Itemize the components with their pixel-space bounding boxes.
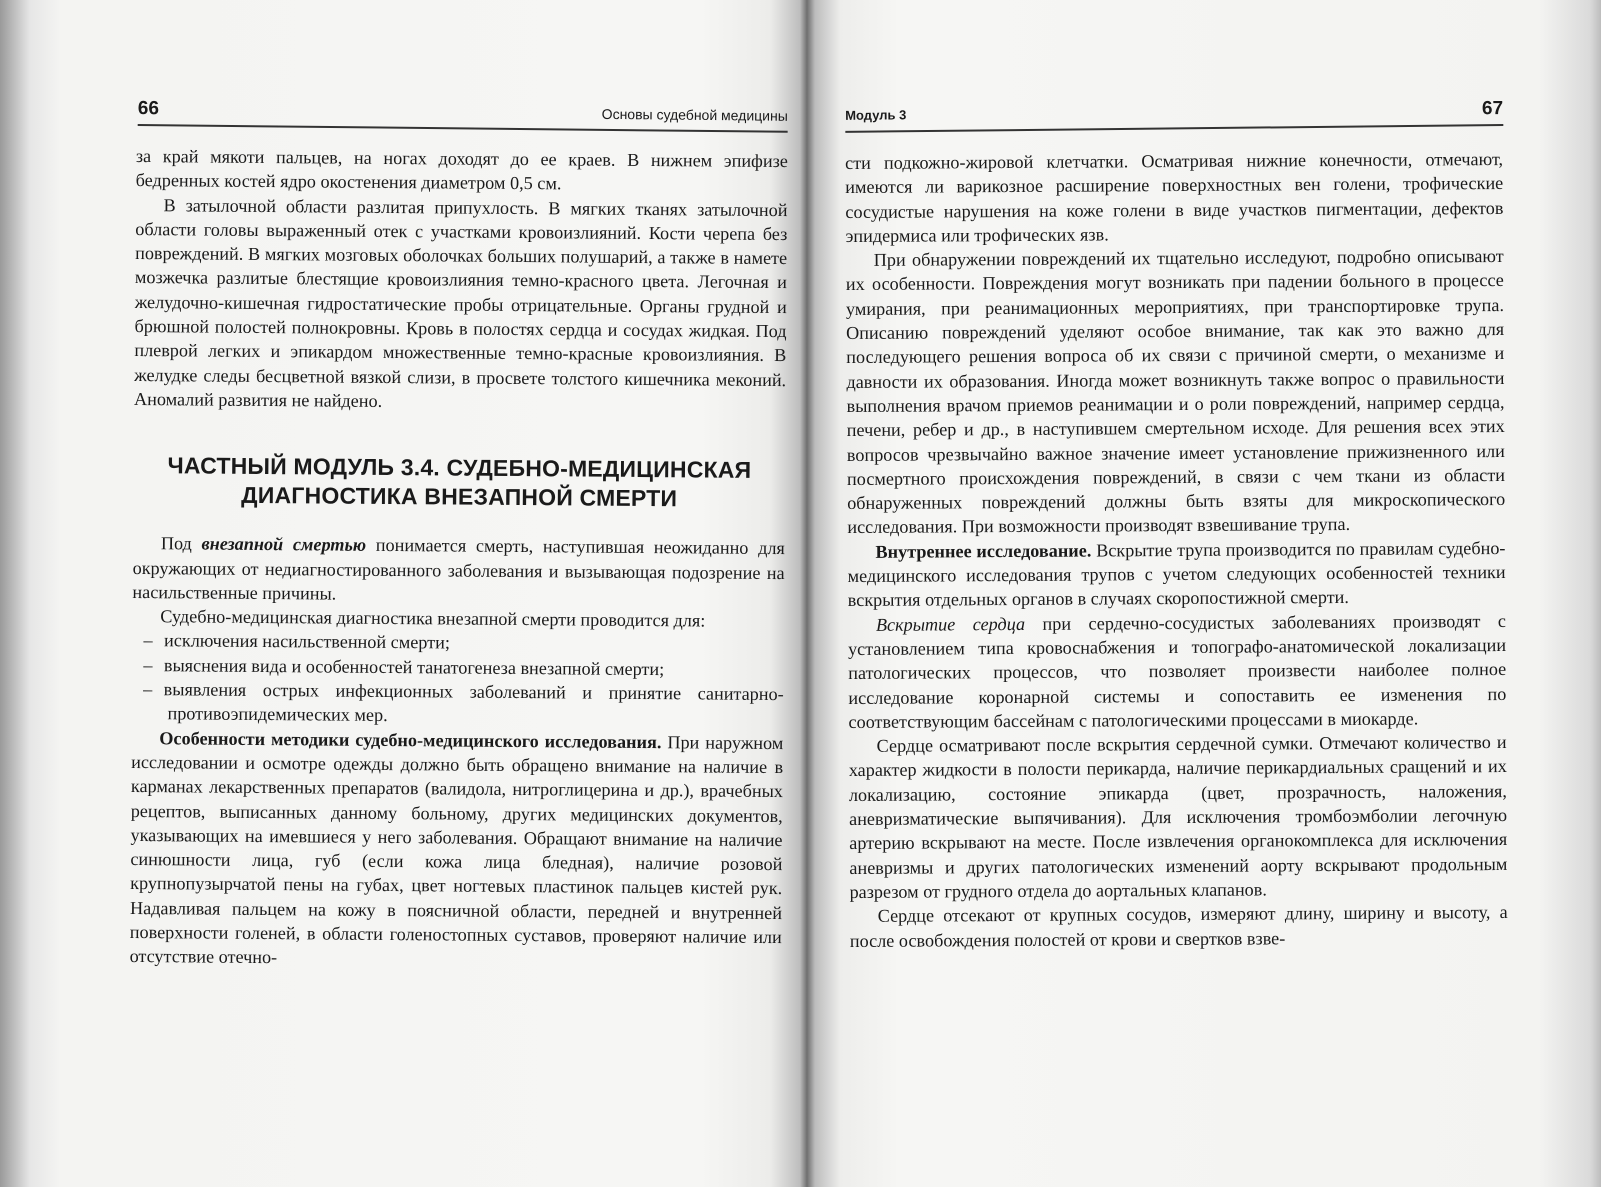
italic-lead: Вскрытие сердца	[875, 613, 1026, 635]
running-title: Основы судебной медицины	[601, 105, 788, 124]
text-run: понимается смерть, наступившая неожиданно для окружающих от недиагностированного заболевания и вызывающая подозрение на насильственные причины.	[132, 535, 785, 604]
list-item	[131, 677, 783, 731]
paragraph	[848, 609, 1507, 735]
right-page-body	[845, 147, 1508, 953]
paragraph: При обнаружении повреждений их тщательно исследуют, подробно описывают их особенности. Повреждения могут возникать при падении больного в процессе умирания, при реанимационных мероприятиях, при транспортировке трупа. Описанию повреждений уделяют особое внимание, так как это важно для последующего решения вопроса об их связи с причиной смерти, о механизме и давности их образования. Иногда может возникнуть также вопрос о правильности выполнения врачом приемов реанимации и о роли повреждений, например сердца, печени, ребер и др., в наступившем смертельном исходе. Для решения всех этих вопросов чрезвычайно важное значение имеет установление прижизненного или посмертного происхождения повреждений, в связи с чем ткани из области обнаруженных повреждений должны быть взяты для микроскопического исследования. При возможности производят взвешивание трупа.	[845, 246, 1506, 538]
running-title: Модуль 3	[845, 107, 907, 123]
paragraph: Сердце осматривают после вскрытия сердечной сумки. Отмечают количество и характер жидкости в полости перикарда, наличие перикардиальных сращений и их локализацию, состояние эпикарда (цвет, прозрачность, наложения, аневризматические выпячивания). Для исключения тромбоэмболии легочную артерию вскрывают на месте. После извлечения органокомплекса для исключения аневризмы и других патологических изменений аорту вскрывают продольным разрезом от грудного отдела до аортальных клапанов.	[848, 732, 1508, 902]
section-heading-line: ДИАГНОСТИКА ВНЕЗАПНОЙ СМЕРТИ	[241, 482, 678, 512]
paragraph	[132, 531, 785, 609]
section-heading	[133, 451, 785, 514]
right-page-header	[845, 96, 1503, 133]
page-number: 67	[1481, 97, 1504, 120]
left-page-body	[130, 144, 788, 974]
dash-bullet: –	[143, 679, 153, 700]
text-run: Вскрытие трупа производится по правилам судебно-медицинского исследования трупов с учетом следующих особенностей техники вскрытия отдельных органов в случаях скоропостижной смерти.	[847, 537, 1506, 611]
text-run: Под	[160, 533, 192, 554]
paragraph: сти подкожно-жировой клетчатки. Осматривая нижние конечности, отмечают, имеются ли варикозное расширение поверхностных вен голени, трофические сосудистые нарушения на коже голени в виде участков пигментации, дефектов эпидермиса или трофических язв.	[845, 148, 1504, 246]
paragraph: Судебно-медицинская диагностика внезапной смерти проводится для:	[160, 606, 706, 631]
paragraph: за край мякоти пальцев, на ногах доходят до ее краев. В нижнем эпифизе бедренных костей ядро окостенения диаметром 0,5 см.	[135, 145, 788, 194]
list-item-text: выяснения вида и особенностей танатогенеза внезапной смерти;	[163, 654, 665, 679]
text-run: при сердечно-сосудистых заболеваниях производят с установлением типа кровоснабжения и топографо-анатомической локализации патологических процессов, что позволяет произвести наиболее полное исследование коронарной системы и сопоставить ее изменения по соответствующим бассейнам с патологическими процессами в миокарде.	[847, 610, 1507, 732]
dash-bullet: –	[143, 654, 153, 675]
dash-list	[131, 628, 784, 730]
section-heading-line: ЧАСТНЫЙ МОДУЛЬ 3.4. СУДЕБНО-МЕДИЦИНСКАЯ	[167, 452, 752, 484]
paragraph	[847, 536, 1505, 613]
paragraph: Сердце отсекают от крупных сосудов, измеряют длину, ширину и высоту, а после освобождения полостей от крови и свертков взве-	[849, 902, 1508, 951]
list-item-text: выявления острых инфекционных заболеваний и принятие санитарно-противоэпидемических мер.	[163, 679, 784, 726]
paragraph	[130, 726, 784, 974]
page-number: 66	[137, 97, 160, 120]
bold-lead: Особенности методики судебно-медицинского исследования.	[159, 727, 662, 752]
text-run: При наружном исследовании и осмотре одежды должно быть обращено внимание на наличие в карманах лекарственных препаратов (валидола, нитроглицерина и др.), врачебных рецептов, выписанных данному больному, других медицинских документов, указывающих на имевшиеся у него заболевания. Обращают внимание на наличие синюшности лица, губ (если кожа лица бледная), наличие розовой крупнопузырчатой пены на губах, цвет ногтевых пластинок пальцев кистей рук. Надавливая пальцем на кожу в поясничной области, передней и внутренней поверхности голеней, в области голеностопных суставов, проверяют наличие или отсутствие отечно-	[129, 731, 784, 968]
paragraph: В затылочной области разлитая припухлость. В мягких тканях затылочной области головы выраженный отек с участками кровоизлияний. Кости черепа без повреждений. В мягких мозговых оболочках больших полушарий, а также в намете мозжечка разлитые блестящие кровоизлияния темно-красного цвета. Легочная и желудочно-кишечная гидростатические пробы отрицательные. Органы грудной и брюшной полостей полнокровны. Кровь в полостях сердца и сосудах жидкая. Под плеврой легких и эпикардом множественные темно-красные кровоизлияния. В желудке следы бесцветной вязкой слизи, в просвете толстого кишечника меконий. Аномалий развития не найдено.	[133, 194, 788, 411]
bold-lead: Внутреннее исследование.	[875, 540, 1092, 562]
list-item-text: исключения насильственной смерти;	[164, 630, 451, 653]
defined-term: внезапной смертью	[201, 533, 367, 556]
dash-bullet: –	[143, 630, 153, 651]
left-page-header	[138, 96, 788, 133]
